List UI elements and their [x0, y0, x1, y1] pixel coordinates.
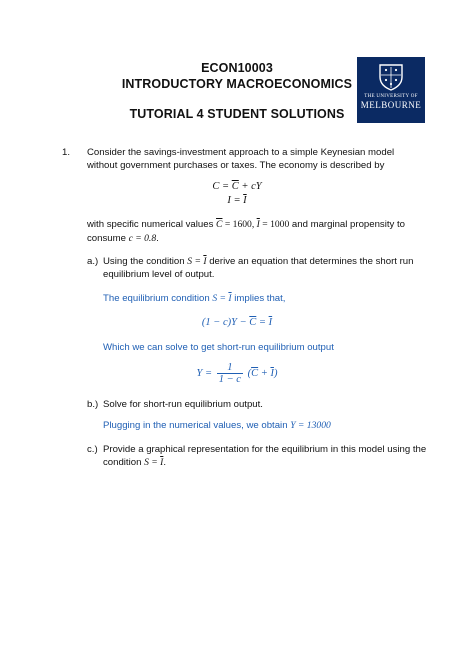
eq-i-left: I = — [227, 195, 244, 206]
consume-line — [87, 232, 159, 246]
part-a-q-post: derive an equation that determines the short run — [206, 256, 414, 267]
part-a-q-pre: Using the condition — [103, 256, 188, 267]
values-mid1: = 1600, — [222, 219, 257, 230]
ans1-math-s: S = — [212, 293, 229, 304]
eq-c-right: + cY — [238, 181, 262, 192]
part-a-question-line-1 — [103, 255, 413, 269]
question-intro-line-1: Consider the savings-investment approach to a simple Keynesian model — [87, 147, 395, 158]
fraction — [217, 362, 243, 385]
consume-math: c = 0.8 — [128, 233, 157, 244]
part-c-q-math-s: S = — [144, 457, 161, 468]
eq1-cbar: $\overline{C}$ — [249, 317, 257, 328]
question-number: 1. — [62, 147, 71, 158]
part-b-answer — [103, 419, 331, 433]
eq2-open: ( — [244, 367, 252, 379]
part-a-answer-line-2: Which we can solve to get short-run equilibrium output — [103, 342, 334, 353]
eq1-left: (1 − c)Y − — [201, 317, 250, 328]
eq-i-bar: $\overline{I}$ — [243, 195, 247, 206]
part-a-q-math-s: S = — [187, 256, 204, 267]
eq-c-left: C = — [212, 181, 232, 192]
part-a-label: a.) — [87, 256, 99, 267]
values-cbar: $\overline{C}$ — [216, 219, 223, 230]
part-c-q-math-i: $\overline{I}$ — [160, 457, 164, 468]
values-ibar: $\overline{I}$ — [256, 219, 260, 230]
part-c-question-line-2 — [103, 456, 166, 470]
part-a-q-math-i: $\overline{I}$ — [203, 256, 207, 267]
eq2-left: Y = — [196, 367, 215, 379]
numerical-values-line — [87, 218, 405, 232]
part-b-label: b.) — [87, 399, 99, 410]
part-b-question: Solve for short-run equilibrium output. — [103, 399, 263, 410]
eq-c-bar: $\overline{C}$ — [231, 181, 239, 192]
values-mid2: = 1000 — [259, 219, 290, 230]
question-intro-line-2: without government purchases or taxes. The economy is described by — [87, 160, 385, 171]
values-pre: with specific numerical values — [87, 219, 217, 230]
course-name: INTRODUCTORY MACROECONOMICS — [121, 77, 353, 91]
fraction-denominator: 1 − c — [218, 374, 241, 385]
university-logo — [357, 57, 425, 123]
eq2-cbar: $\overline{C}$ — [251, 367, 259, 379]
part-c-q-post: . — [163, 457, 167, 468]
part-c-label: c.) — [87, 444, 98, 455]
document-title: TUTORIAL 4 STUDENT SOLUTIONS — [129, 107, 345, 121]
part-a-answer-line-1 — [103, 292, 285, 306]
eq2-close: ) — [273, 367, 278, 379]
part-b-answer-math: Y = 13000 — [290, 420, 331, 431]
investment-equation — [0, 195, 474, 206]
equilibrium-output-equation — [0, 362, 474, 385]
values-post: and marginal propensity to — [289, 219, 405, 230]
part-c-q-pre: condition — [103, 457, 145, 468]
logo-line-1: THE UNIVERSITY OF — [364, 94, 418, 99]
consumption-equation — [0, 181, 474, 192]
equilibrium-condition-equation — [0, 317, 474, 328]
ans1-pre: The equilibrium condition — [103, 293, 213, 304]
consume-post: . — [156, 233, 159, 244]
eq2-ibar: $\overline{I}$ — [270, 367, 274, 379]
part-b-answer-pre: Plugging in the numerical values, we obtain — [103, 420, 291, 431]
eq1-ibar: $\overline{I}$ — [268, 317, 273, 328]
consume-pre: consume — [87, 233, 129, 244]
ans1-post: implies that, — [231, 293, 286, 304]
part-a-question-line-2: equilibrium level of output. — [103, 269, 215, 280]
crest-icon — [378, 63, 404, 91]
eq1-mid: = — [256, 317, 269, 328]
part-c-question-line-1: Provide a graphical representation for the equilibrium in this model using the — [103, 444, 427, 455]
logo-line-2: MELBOURNE — [360, 100, 422, 110]
course-code: ECON10003 — [201, 61, 273, 75]
eq2-plus: + — [258, 367, 271, 379]
fraction-numerator: 1 — [217, 362, 243, 374]
ans1-math-i: $\overline{I}$ — [228, 293, 232, 304]
